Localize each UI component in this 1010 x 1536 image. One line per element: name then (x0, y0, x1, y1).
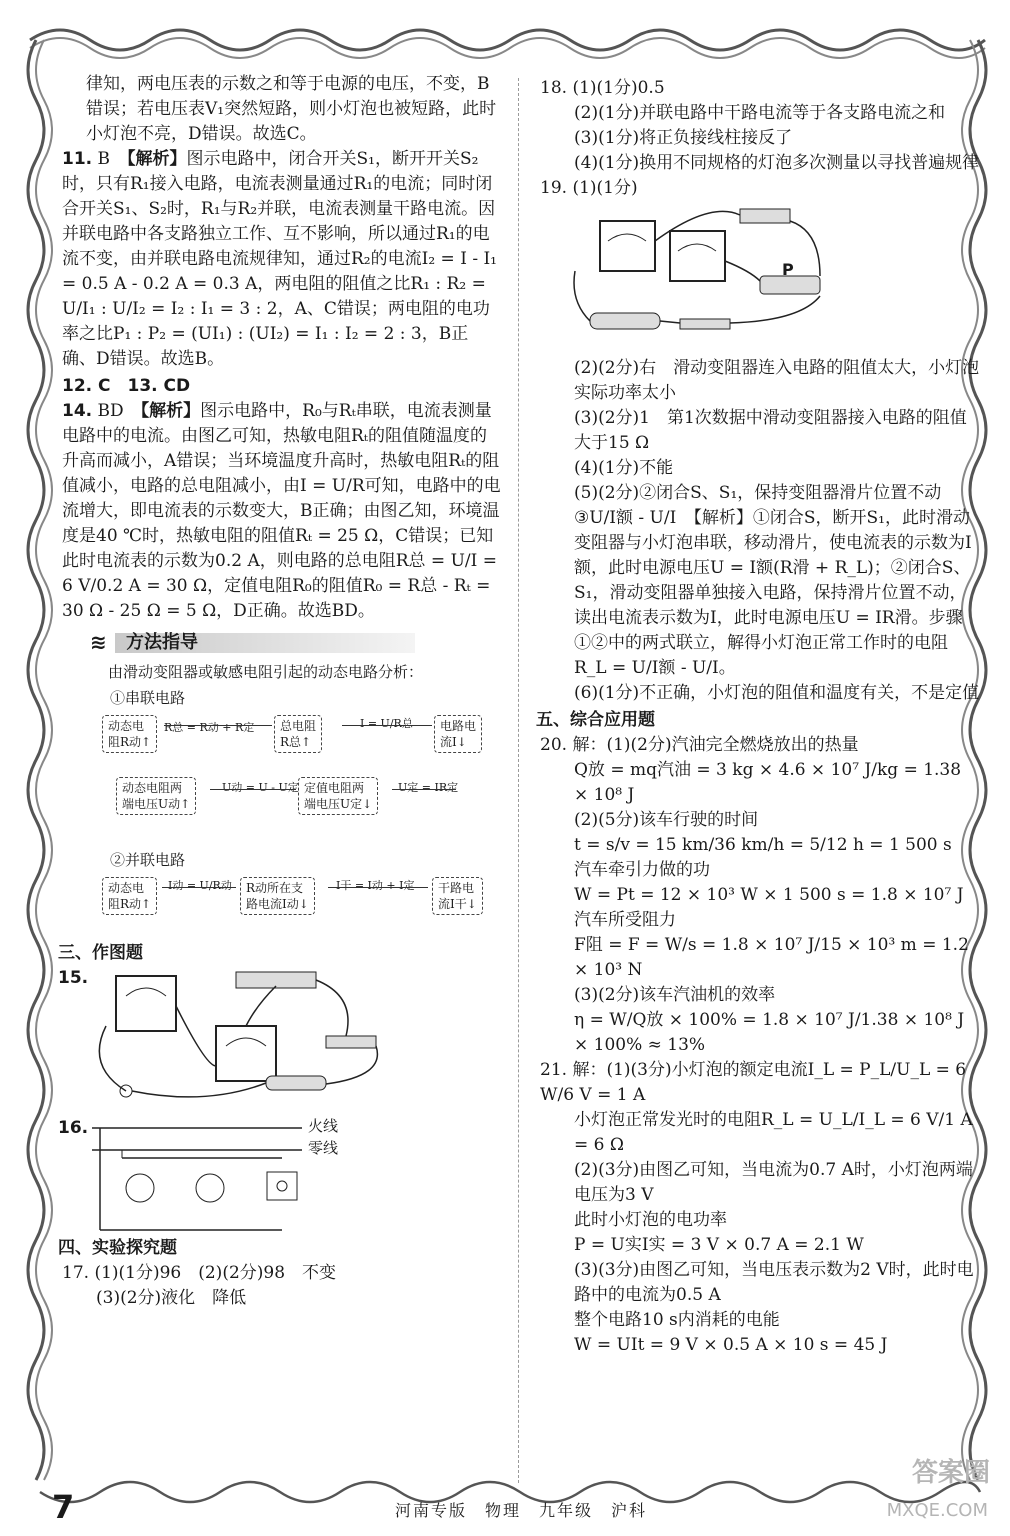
flow-box-total-resistance: 总电阻 R总↑ (274, 715, 322, 753)
parallel-title: ②并联电路 (110, 851, 186, 869)
q18-line4: (4)(1分)换用不同规格的灯泡多次测量以寻找普遍规律 (574, 153, 980, 173)
flow-box-dynamic-resistor: 动态电 阻R动↑ (102, 715, 157, 753)
flow-arrow-label: I = U/R总 (360, 717, 413, 730)
socket-icon (267, 1172, 297, 1200)
q21-line1: 21. 解：(1)(3分)小灯泡的额定电流I_L = P_L/U_L = 6 W/6 V = 1 A (540, 1060, 972, 1105)
flow-box-dynamic-resistor: 动态电 阻R动↑ (102, 877, 157, 915)
page-number: 7 (52, 1488, 75, 1526)
bulb-icon (196, 1174, 224, 1202)
q20-line4: t = s/v = 15 km/36 km/h = 5/12 h = 1 500 s (574, 835, 952, 855)
voltmeter-icon (216, 1026, 276, 1081)
flow-arrow-label: R总 = R动 + R定 (164, 721, 255, 734)
flow-arrow (164, 725, 272, 726)
lamp-holder-icon (740, 209, 790, 223)
q19-line4: (4)(1分)不能 (574, 458, 674, 478)
q16-figure: 16. 火线 零线 (62, 1116, 502, 1234)
q21-line6: (3)(3分)由图乙可知，当电压表示数为2 V时，此时电路中的电流为0.5 A (574, 1260, 974, 1305)
voltmeter-icon (600, 221, 655, 271)
right-column (536, 76, 980, 1358)
method-title: 方法指导 (126, 632, 198, 653)
column-divider (518, 78, 519, 1483)
circuit-sketch (570, 201, 990, 356)
q20-line6: W = Pt = 12 × 10³ W × 1 500 s = 1.8 × 10⁷ J (574, 885, 964, 905)
q17-line2: (3)(2分)液化 降低 (96, 1288, 247, 1308)
q11: 11. B 【解析】图示电路中，闭合开关S₁，断开开关S₂时，只有R₁接入电路，电流表测量通过R₁的电流；同时闭合开关S₁、S₂时，R₁与R₂并联，电流表测量干路电流。因并联电路中各支路独立工作、互不影响，所以通过R₁的电流不变，由并联电路电流规律知，通过R₂的电流I₂ = I - I₁ = 0.5 A - 0.2 A = 0.3 A，两电阻的阻值之比R₁ : R₂ = U/I₁ : U/I₂ = I₂ : I₁ = 3 : 2，A、C错误；两电阻的电功率之比P₁ : P₂ = (UI₁) : (UI₂) = I₁ : I₂ = 2 : 3，B正确、D错误。故选B。 (62, 149, 503, 369)
flow-box-circuit-current: 电路电 流I↓ (434, 715, 482, 753)
battery-icon (590, 313, 660, 329)
q19-line1: 19. (1)(1分) (540, 178, 638, 198)
q19-line5b: ③U/I额 - U/I 【解析】①闭合S，断开S₁，此时滑动变阻器与小灯泡串联，移动滑片，使电流表的示数为I额，此时电源电压U = I额(R滑 + R_L)；②闭合S、S₁，滑动变阻器单独接入电路，保持滑片位置不动，读出电流表示数为I，此时电源电压U = IR滑。步骤①②中的两式联立，解得小灯泡正常工作时的电阻R_L = U/I额 - U/I。 (574, 508, 972, 678)
q21-line5: P = U实I实 = 3 V × 0.7 A = 2.1 W (574, 1235, 864, 1255)
q17-line1: 17. (1)(1分)96 (2)(2分)98 不变 (62, 1263, 337, 1283)
flow-arrow (342, 725, 432, 726)
q15-figure: 15. (62, 966, 502, 1116)
q21-line3: (2)(3分)由图乙可知，当电流为0.7 A时，小灯泡两端电压为3 V (574, 1160, 973, 1205)
flow-box-main-current: 干路电 流I干↓ (432, 877, 483, 915)
live-wire-label: 火线 (308, 1117, 339, 1135)
q21-line7: 整个电路10 s内消耗的电能 (574, 1310, 780, 1330)
q19-line2: (2)(2分)右 滑动变阻器连入电路的阻值太大，小灯泡实际功率太小 (574, 358, 980, 403)
flow-box-branch-current: R动所在支 路电流I动↓ (240, 877, 315, 915)
q20-line9: (3)(2分)该车汽油机的效率 (574, 985, 776, 1005)
parallel-flowchart (102, 873, 502, 939)
flow-box-fixed-voltage: 定值电阻两 端电压U定↓ (298, 777, 378, 815)
slider-label-p: P (782, 260, 794, 279)
q19-figure (540, 201, 980, 356)
q10-continued: 律知，两电压表的示数之和等于电源的电压，不变，B错误；若电压表V₁突然短路，则小灯泡也被短路，此时小灯泡不亮，D错误。故选C。 (86, 74, 497, 144)
circuit-sketch (86, 966, 506, 1116)
flow-arrow-label: U动 = U - U定 (222, 781, 299, 794)
page-footer (0, 1488, 1010, 1526)
section-3-title: 三、作图题 (58, 943, 143, 963)
series-title: ①串联电路 (110, 689, 186, 707)
series-flowchart (102, 711, 502, 861)
q18-line1: 18. (1)(1分)0.5 (540, 78, 665, 98)
q20-line1: 20. 解：(1)(2分)汽油完全燃烧放出的热量 (540, 735, 859, 755)
q20-line3: (2)(5分)该车行驶的时间 (574, 810, 759, 830)
flow-arrow (328, 887, 428, 888)
watermark-url: MXQE.COM (886, 1500, 988, 1521)
watermark-logo: 答案圈 (911, 1458, 990, 1488)
wave-icon: ≋ (90, 630, 107, 654)
ammeter-icon (116, 976, 176, 1031)
flow-arrow-label: U定 = IR定 (398, 781, 459, 794)
q12-13: 12. C 13. CD (62, 376, 191, 396)
q21-line8: W = UIt = 9 V × 0.5 A × 10 s = 45 J (574, 1335, 888, 1355)
q18-line3: (3)(1分)将正负接线柱接反了 (574, 128, 793, 148)
q19-line6: (6)(1分)不正确，小灯泡的阻值和温度有关，不是定值 (574, 683, 980, 703)
switch-icon (680, 319, 730, 329)
flow-arrow-label: I干 = I动 + I定 (336, 879, 415, 892)
switch-icon (326, 1036, 376, 1048)
q20-line2: Q放 = mq汽油 = 3 kg × 4.6 × 10⁷ J/kg = 1.38 × 10⁸ J (574, 760, 967, 805)
section-4-title: 四、实验探究题 (58, 1238, 177, 1258)
q19-line5: (5)(2分)②闭合S、S₁，保持变阻器滑片位置不动 (574, 483, 942, 503)
battery-icon (266, 1076, 326, 1090)
q19-line3: (3)(2分)1 第1次数据中滑动变阻器接入电路的阻值大于15 Ω (574, 408, 967, 453)
q14: 14. BD 【解析】图示电路中，R₀与Rₜ串联，电流表测量电路中的电流。由图乙可知，热敏电阻Rₜ的阻值随温度的升高而减小，A错误；当环境温度升高时，热敏电阻Rₜ的阻值减小，电路的总电阻减小，由I = U/R可知，电路中的电流增大，即电流表的示数变大，B正确；由图乙知，环境温度是40 ℃时，热敏电阻的阻值Rₜ = 25 Ω，C错误；已知此时电流表的示数为0.2 A，则电路的总电阻R总 = U/I = 6 V/0.2 A = 30 Ω，定值电阻R₀的阻值R₀ = R总 - Rₜ = 30 Ω - 25 Ω = 5 Ω，D正确。故选BD。 (62, 401, 503, 621)
flow-arrow (162, 887, 236, 888)
flow-box-dynamic-voltage: 动态电阻两 端电压U动↑ (116, 777, 196, 815)
q21-line4: 此时小灯泡的电功率 (574, 1210, 727, 1230)
flow-arrow-label: I动 = U/R动 (168, 879, 232, 892)
method-guide-header (90, 630, 502, 655)
q18-line2: (2)(1分)并联电路中干路电流等于各支路电流之和 (574, 103, 946, 123)
flow-arrow (210, 789, 296, 790)
q20-line7: 汽车所受阻力 (574, 910, 676, 930)
flow-arrow (392, 789, 456, 790)
q20-line5: 汽车牵引力做的功 (574, 860, 710, 880)
rheostat-icon (236, 972, 316, 988)
q20-line8: F阻 = F = W/s = 1.8 × 10⁷ J/15 × 10³ m = 1.2 × 10³ N (574, 935, 975, 980)
footer-text: 河南专版 物理 九年级 沪科 (395, 1501, 648, 1520)
section-5-title: 五、综合应用题 (536, 710, 655, 730)
method-intro: 由滑动变阻器或敏感电阻引起的动态电路分析： (108, 663, 424, 681)
q20-line10: η = W/Q放 × 100% = 1.8 × 10⁷ J/1.38 × 10⁸ J × 100% ≈ 13% (574, 1010, 970, 1055)
left-column (58, 72, 503, 1311)
bulb-icon (126, 1174, 154, 1202)
ammeter-icon (670, 231, 725, 281)
neutral-wire-label: 零线 (308, 1139, 339, 1157)
q21-line2: 小灯泡正常发光时的电阻R_L = U_L/I_L = 6 V/1 A = 6 Ω (574, 1110, 979, 1155)
